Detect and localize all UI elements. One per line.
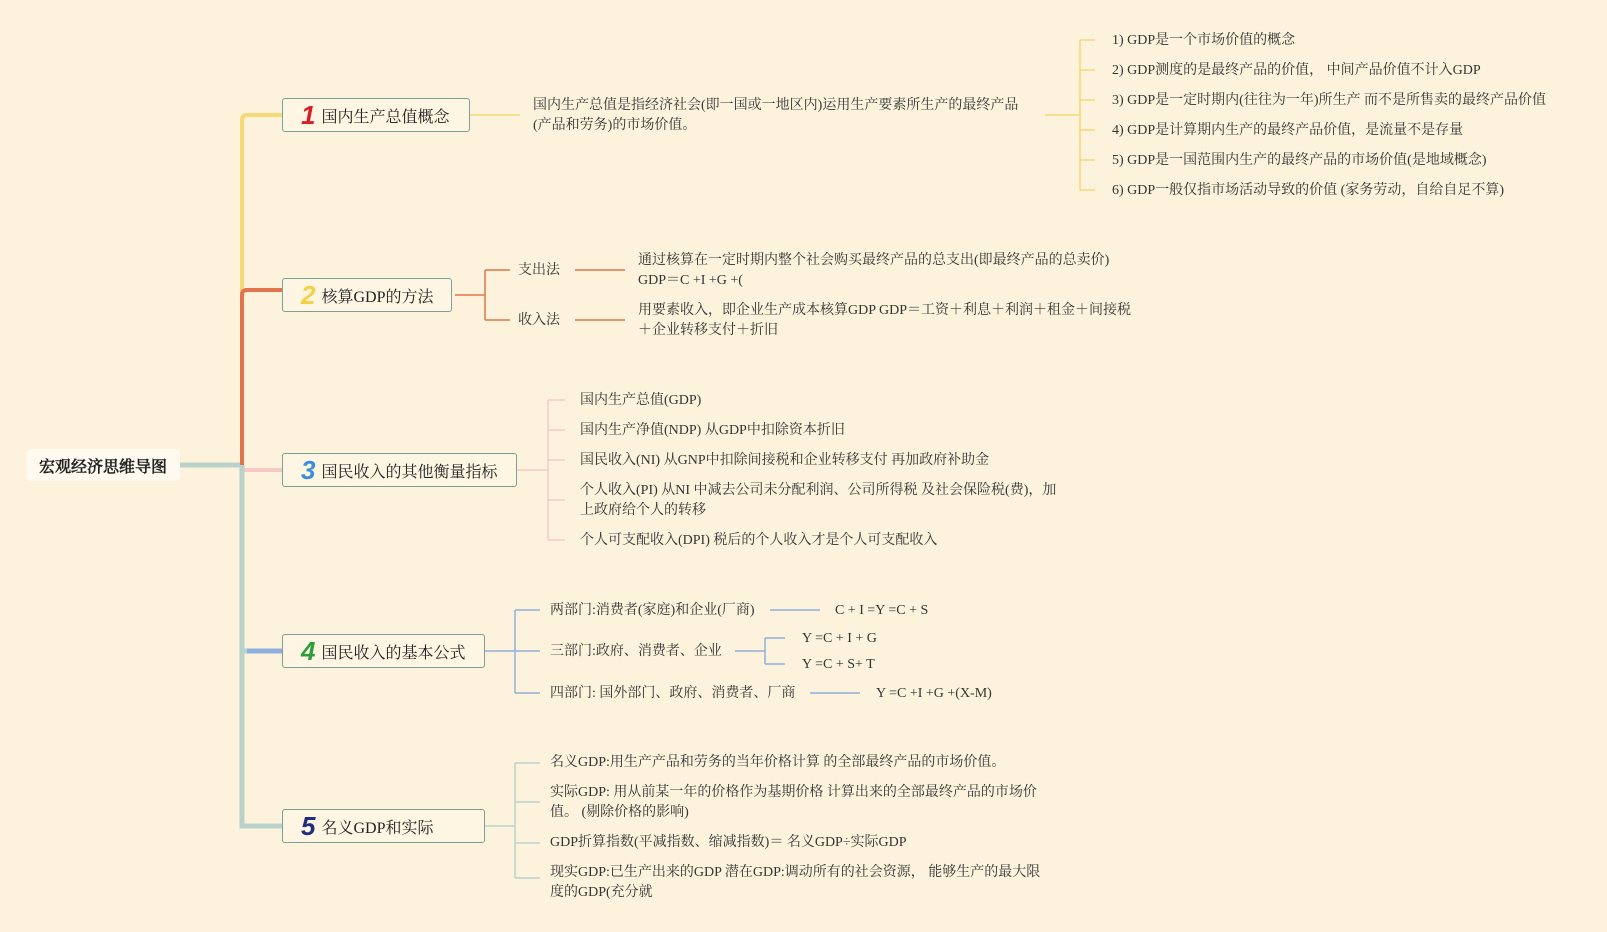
branch-3-title: 国民收入的其他衡量指标 [321, 463, 498, 481]
branch-5-title: 名义GDP和实际 [321, 819, 434, 837]
gdp-point-6[interactable]: 6) GDP一般仅指市场活动导致的价值 (家务劳动，自给自足不算) [1112, 183, 1504, 198]
branch-1-number: 1 [301, 100, 316, 130]
measure-pi[interactable]: 个人收入(PI) 从NI 中减去公司未分配利润、公司所得税 及社会保险税(费)，加上政府给个人的转移 [580, 483, 1057, 518]
measure-ndp[interactable]: 国内生产净值(NDP) 从GDP中扣除资本折旧 [580, 423, 845, 438]
branch-2-title: 核算GDP的方法 [321, 288, 434, 306]
three-sector[interactable]: 三部门:政府、消费者、企业 [550, 644, 722, 659]
branch-4-title: 国民收入的基本公式 [321, 644, 466, 662]
branch-2-node[interactable] [282, 278, 452, 312]
potential-gdp[interactable]: 现实GDP:已生产出来的GDP 潜在GDP:调动所有的社会资源， 能够生产的最大限度的GDP(充分就 [550, 865, 1041, 900]
measure-dpi[interactable]: 个人可支配收入(DPI) 税后的个人收入才是个人可支配收入 [580, 533, 938, 548]
gdp-deflator[interactable]: GDP折算指数(平减指数、缩减指数)＝ 名义GDP÷实际GDP [550, 835, 907, 850]
four-sector[interactable]: 四部门: 国外部门、政府、消费者、厂商 [550, 686, 796, 701]
root-topic[interactable]: 宏观经济思维导图 [26, 449, 180, 481]
expenditure-method[interactable]: 支出法 [518, 263, 560, 278]
income-method[interactable]: 收入法 [518, 313, 560, 328]
nominal-gdp[interactable]: 名义GDP:用生产产品和劳务的当年价格计算 的全部最终产品的市场价值。 [550, 755, 1006, 770]
gdp-point-4[interactable]: 4) GDP是计算期内生产的最终产品价值，是流量不是存量 [1112, 123, 1464, 138]
three-sector-formula-1[interactable]: Y =C + I + G [802, 631, 877, 646]
gdp-point-2[interactable]: 2) GDP测度的是最终产品的价值， 中间产品价值不计入GDP [1112, 63, 1481, 78]
branch-2-number: 2 [301, 280, 316, 310]
measure-ni[interactable]: 国民收入(NI) 从GNP中扣除间接税和企业转移支付 再加政府补助金 [580, 453, 990, 468]
two-sector[interactable]: 两部门:消费者(家庭)和企业(厂商) [550, 603, 755, 618]
branch-3-number: 3 [301, 455, 316, 485]
gdp-definition[interactable]: 国内生产总值是指经济社会(即一国或一地区内)运用生产要素所生产的最终产品(产品和劳务)的市场价值。 [533, 98, 1019, 133]
branch-4-node[interactable] [282, 634, 485, 668]
branch-1-title: 国内生产总值概念 [321, 108, 450, 126]
three-sector-formula-2[interactable]: Y =C + S+ T [802, 657, 875, 672]
measure-gdp[interactable]: 国内生产总值(GDP) [580, 393, 702, 408]
two-sector-formula[interactable]: C + I =Y =C + S [835, 603, 929, 618]
gdp-point-5[interactable]: 5) GDP是一国范围内生产的最终产品的市场价值(是地域概念) [1112, 153, 1487, 168]
gdp-point-1[interactable]: 1) GDP是一个市场价值的概念 [1112, 33, 1296, 48]
real-gdp[interactable]: 实际GDP: 用从前某一年的价格作为基期价格 计算出来的全部最终产品的市场价值。 (剔除价格的影响) [550, 785, 1037, 820]
expenditure-method-text[interactable]: 通过核算在一定时期内整个社会购买最终产品的总支出(即最终产品的总卖价) GDP＝C +I +G +( [638, 253, 1110, 288]
branch-5-node[interactable] [282, 809, 485, 843]
income-method-text[interactable]: 用要素收入，即企业生产成本核算GDP GDP＝工资＋利息＋利润＋租金＋间接税＋企业转移支付＋折旧 [638, 303, 1131, 338]
branch-5-number: 5 [301, 811, 316, 841]
gdp-point-3[interactable]: 3) GDP是一定时期内(往往为一年)所生产 而不是所售卖的最终产品价值 [1112, 93, 1546, 108]
branch-4-number: 4 [301, 636, 316, 666]
branch-1-node[interactable] [282, 98, 470, 132]
four-sector-formula[interactable]: Y =C +I +G +(X-M) [876, 686, 992, 701]
branch-3-node[interactable] [282, 453, 517, 487]
